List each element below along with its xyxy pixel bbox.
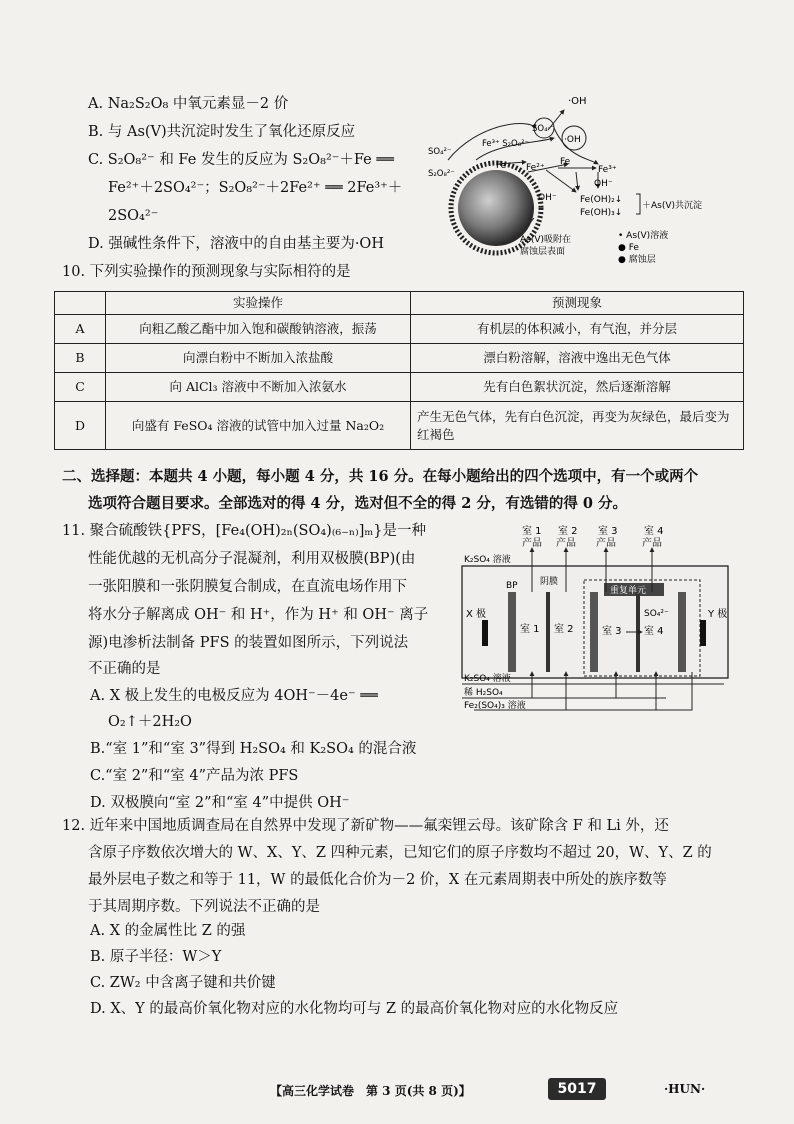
x-pole-label: X 极 bbox=[466, 609, 487, 620]
room4-product: 产品 bbox=[642, 538, 662, 549]
footer-page-info: 【高三化学试卷 第 3 页(共 8 页)】 bbox=[270, 1084, 471, 1098]
fig-oh-down: OH⁻ bbox=[594, 179, 613, 189]
header-prediction: 预测现象 bbox=[411, 292, 744, 315]
k2so4-bottom-label: K₂SO₄ 溶液 bbox=[464, 674, 511, 684]
fig-adsorb-line1: As(Ⅴ)吸附在 bbox=[520, 235, 572, 245]
q11-electrodialysis-diagram bbox=[456, 522, 738, 716]
q12-option-a: A. X 的金属性比 Z 的强 bbox=[90, 923, 246, 939]
q11-option-b: B.“室 1”和“室 3”得到 H₂SO₄ 和 K₂SO₄ 的混合液 bbox=[90, 741, 417, 757]
q12-option-c: C. ZW₂ 中含离子键和共价键 bbox=[90, 975, 276, 991]
x-electrode bbox=[482, 620, 488, 646]
fig-adsorb-line2: 腐蚀层表面 bbox=[520, 247, 566, 257]
room1-inside: 室 1 bbox=[520, 624, 540, 635]
y-pole-label: Y 极 bbox=[708, 609, 728, 620]
k2so4-top-label: K₂SO₄ 溶液 bbox=[464, 555, 511, 565]
q11-stem-line4: 将水分子解离成 OH⁻ 和 H⁺，作为 H⁺ 和 OH⁻ 离子 bbox=[88, 607, 429, 623]
row-operation: 向粗乙酸乙酯中加入饱和碳酸钠溶液，振荡 bbox=[106, 315, 411, 344]
bp-label: BP bbox=[506, 581, 518, 591]
fig-fe3-s2o8: Fe³⁺ S₂O₈²⁻ bbox=[482, 139, 530, 149]
fig-fe2: Fe²⁺ bbox=[526, 163, 545, 173]
q12-stem-line4: 于其周期序数。下列说法不正确的是 bbox=[88, 899, 320, 915]
room3-inside: 室 3 bbox=[602, 626, 622, 637]
q12-stem-line2: 含原子序数依次增大的 W、X、Y、Z 四种元素，已知它们的原子序数均不超过 20，W、Y、Z 的 bbox=[88, 845, 712, 861]
table-row bbox=[55, 315, 744, 344]
fig-oh-minus: OH⁻ bbox=[538, 193, 557, 203]
room3-label: 室 3 bbox=[598, 526, 618, 537]
q11-option-a-line2: O₂↑＋2H₂O bbox=[108, 714, 192, 730]
q10-table bbox=[54, 291, 744, 450]
fig-legend-layer: ● 腐蚀层 bbox=[618, 255, 656, 265]
fig-s2o8-a: SO₄²⁻ bbox=[428, 147, 452, 157]
fig-fe3: Fe³⁺ bbox=[598, 165, 617, 175]
fig-so4-radical: SO₄·⁻ bbox=[532, 124, 555, 134]
row-prediction: 漂白粉溶解，溶液中逸出无色气体 bbox=[411, 344, 744, 373]
fig-s2o8-b: S₂O₈²⁻ bbox=[428, 169, 455, 179]
room1-label: 室 1 bbox=[522, 526, 542, 537]
fig-coprecipitate: ＋As(Ⅴ)共沉淀 bbox=[642, 201, 703, 211]
room1-product: 产品 bbox=[522, 538, 542, 549]
row-prediction: 产生无色气体，先有白色沉淀，再变为灰绿色，最后变为红褐色 bbox=[411, 402, 744, 450]
row-operation: 向盛有 FeSO₄ 溶液的试管中加入过量 Na₂O₂ bbox=[106, 402, 411, 450]
room3-product: 产品 bbox=[596, 538, 616, 549]
room2-label: 室 2 bbox=[558, 526, 578, 537]
room4-label: 室 4 bbox=[644, 526, 664, 537]
table-row bbox=[55, 373, 744, 402]
bipolar-membrane-1 bbox=[508, 592, 516, 672]
fig-legend-fe: ● Fe bbox=[618, 243, 639, 253]
q11-stem-line1: 11. 聚合硫酸铁{PFS，[Fe₄(OH)₂ₙ(SO₄)₍₆₋ₙ₎]ₘ}是一种 bbox=[62, 523, 426, 539]
row-key: B bbox=[55, 344, 106, 373]
so4-ion-label: SO₄²⁻ bbox=[644, 609, 669, 619]
q9-option-b: B. 与 As(Ⅴ)共沉淀时发生了氧化还原反应 bbox=[88, 124, 356, 140]
room2-product: 产品 bbox=[556, 538, 576, 549]
q12-option-d: D. X、Y 的最高价氧化物对应的水化物均可与 Z 的最高价氧化物对应的水化物反应 bbox=[90, 1001, 619, 1017]
bipolar-membrane-2 bbox=[590, 592, 598, 672]
q10-stem: 10. 下列实验操作的预测现象与实际相符的是 bbox=[62, 264, 351, 280]
q11-stem-line6: 不正确的是 bbox=[88, 661, 161, 677]
anion-membrane-label: 阴膜 bbox=[540, 577, 559, 587]
row-operation: 向 AlCl₃ 溶液中不断加入浓氨水 bbox=[106, 373, 411, 402]
anion-membrane-1 bbox=[546, 592, 550, 672]
table-row bbox=[55, 344, 744, 373]
header-operation: 实验操作 bbox=[106, 292, 411, 315]
room4-inside: 室 4 bbox=[644, 626, 664, 637]
fig-oh-circle: ·OH bbox=[564, 135, 581, 145]
q11-option-a-line1: A. X 极上发生的电极反应为 4OH⁻－4e⁻ ══ bbox=[90, 688, 378, 704]
row-prediction: 先有白色絮状沉淀，然后逐渐溶解 bbox=[411, 373, 744, 402]
section2-line1: 二、选择题：本题共 4 小题，每小题 4 分，共 16 分。在每小题给出的四个选项中，有一个或两个 bbox=[62, 468, 699, 485]
footer-code-badge: 5017 bbox=[548, 1078, 606, 1100]
q11-stem-line3: 一张阳膜和一张阴膜复合制成，在直流电场作用下 bbox=[88, 579, 407, 595]
table-header-row bbox=[55, 292, 744, 315]
q11-option-d: D. 双极膜向“室 2”和“室 4”中提供 OH⁻ bbox=[90, 795, 350, 811]
fig-feoh3: Fe(OH)₃↓ bbox=[580, 208, 623, 218]
dilute-h2so4-label: 稀 H₂SO₄ bbox=[464, 688, 503, 698]
fig-oh-top: ·OH bbox=[568, 96, 587, 107]
fig-fe-b: Fe bbox=[560, 157, 571, 167]
fig-fe-a: Fe bbox=[496, 161, 507, 171]
fig-legend-as: • As(Ⅴ)溶液 bbox=[618, 231, 669, 241]
row-key: A bbox=[55, 315, 106, 344]
fig-feoh2: Fe(OH)₂↓ bbox=[580, 195, 623, 205]
q9-option-c-line1: C. S₂O₈²⁻ 和 Fe 发生的反应为 S₂O₈²⁻＋Fe ══ bbox=[88, 152, 394, 168]
section2-line2: 选项符合题目要求。全部选对的得 4 分，选对但不全的得 2 分，有选错的得 0 分。 bbox=[88, 495, 628, 512]
q12-stem-line1: 12. 近年来中国地质调查局在自然界中发现了新矿物——氟栾锂云母。该矿除含 F 和 Li 外，还 bbox=[62, 818, 669, 834]
row-key: D bbox=[55, 402, 106, 450]
row-operation: 向漂白粉中不断加入浓盐酸 bbox=[106, 344, 411, 373]
q9-option-a: A. Na₂S₂O₈ 中氧元素显－2 价 bbox=[88, 96, 289, 112]
footer-region: ·HUN· bbox=[664, 1082, 706, 1096]
room2-inside: 室 2 bbox=[554, 624, 574, 635]
q9-option-d: D. 强碱性条件下，溶液中的自由基主要为·OH bbox=[88, 236, 384, 252]
q11-stem-line5: 源)电渗析法制备 PFS 的装置如图所示，下列说法 bbox=[88, 635, 409, 651]
bipolar-membrane-3 bbox=[678, 592, 686, 672]
table-row bbox=[55, 402, 744, 450]
q11-option-c: C.“室 2”和“室 4”产品为浓 PFS bbox=[90, 768, 299, 784]
q9-option-c-line3: 2SO₄²⁻ bbox=[108, 208, 159, 224]
repeat-unit-label: 重复单元 bbox=[610, 586, 647, 596]
fe2so43-label: Fe₂(SO₄)₃ 溶液 bbox=[464, 701, 526, 711]
q12-stem-line3: 最外层电子数之和等于 11，W 的最低化合价为－2 价，X 在元素周期表中所处的族序数等 bbox=[88, 872, 667, 888]
q12-option-b: B. 原子半径：W＞Y bbox=[90, 949, 222, 965]
row-key: C bbox=[55, 373, 106, 402]
q9-option-c-line2: Fe²⁺＋2SO₄²⁻；S₂O₈²⁻＋2Fe²⁺ ══ 2Fe³⁺＋ bbox=[108, 180, 403, 196]
q9-corrosion-diagram bbox=[418, 88, 750, 272]
row-prediction: 有机层的体积减小，有气泡，并分层 bbox=[411, 315, 744, 344]
y-electrode bbox=[700, 620, 706, 646]
q11-stem-line2: 性能优越的无机高分子混凝剂，利用双极膜(BP)(由 bbox=[88, 551, 416, 567]
